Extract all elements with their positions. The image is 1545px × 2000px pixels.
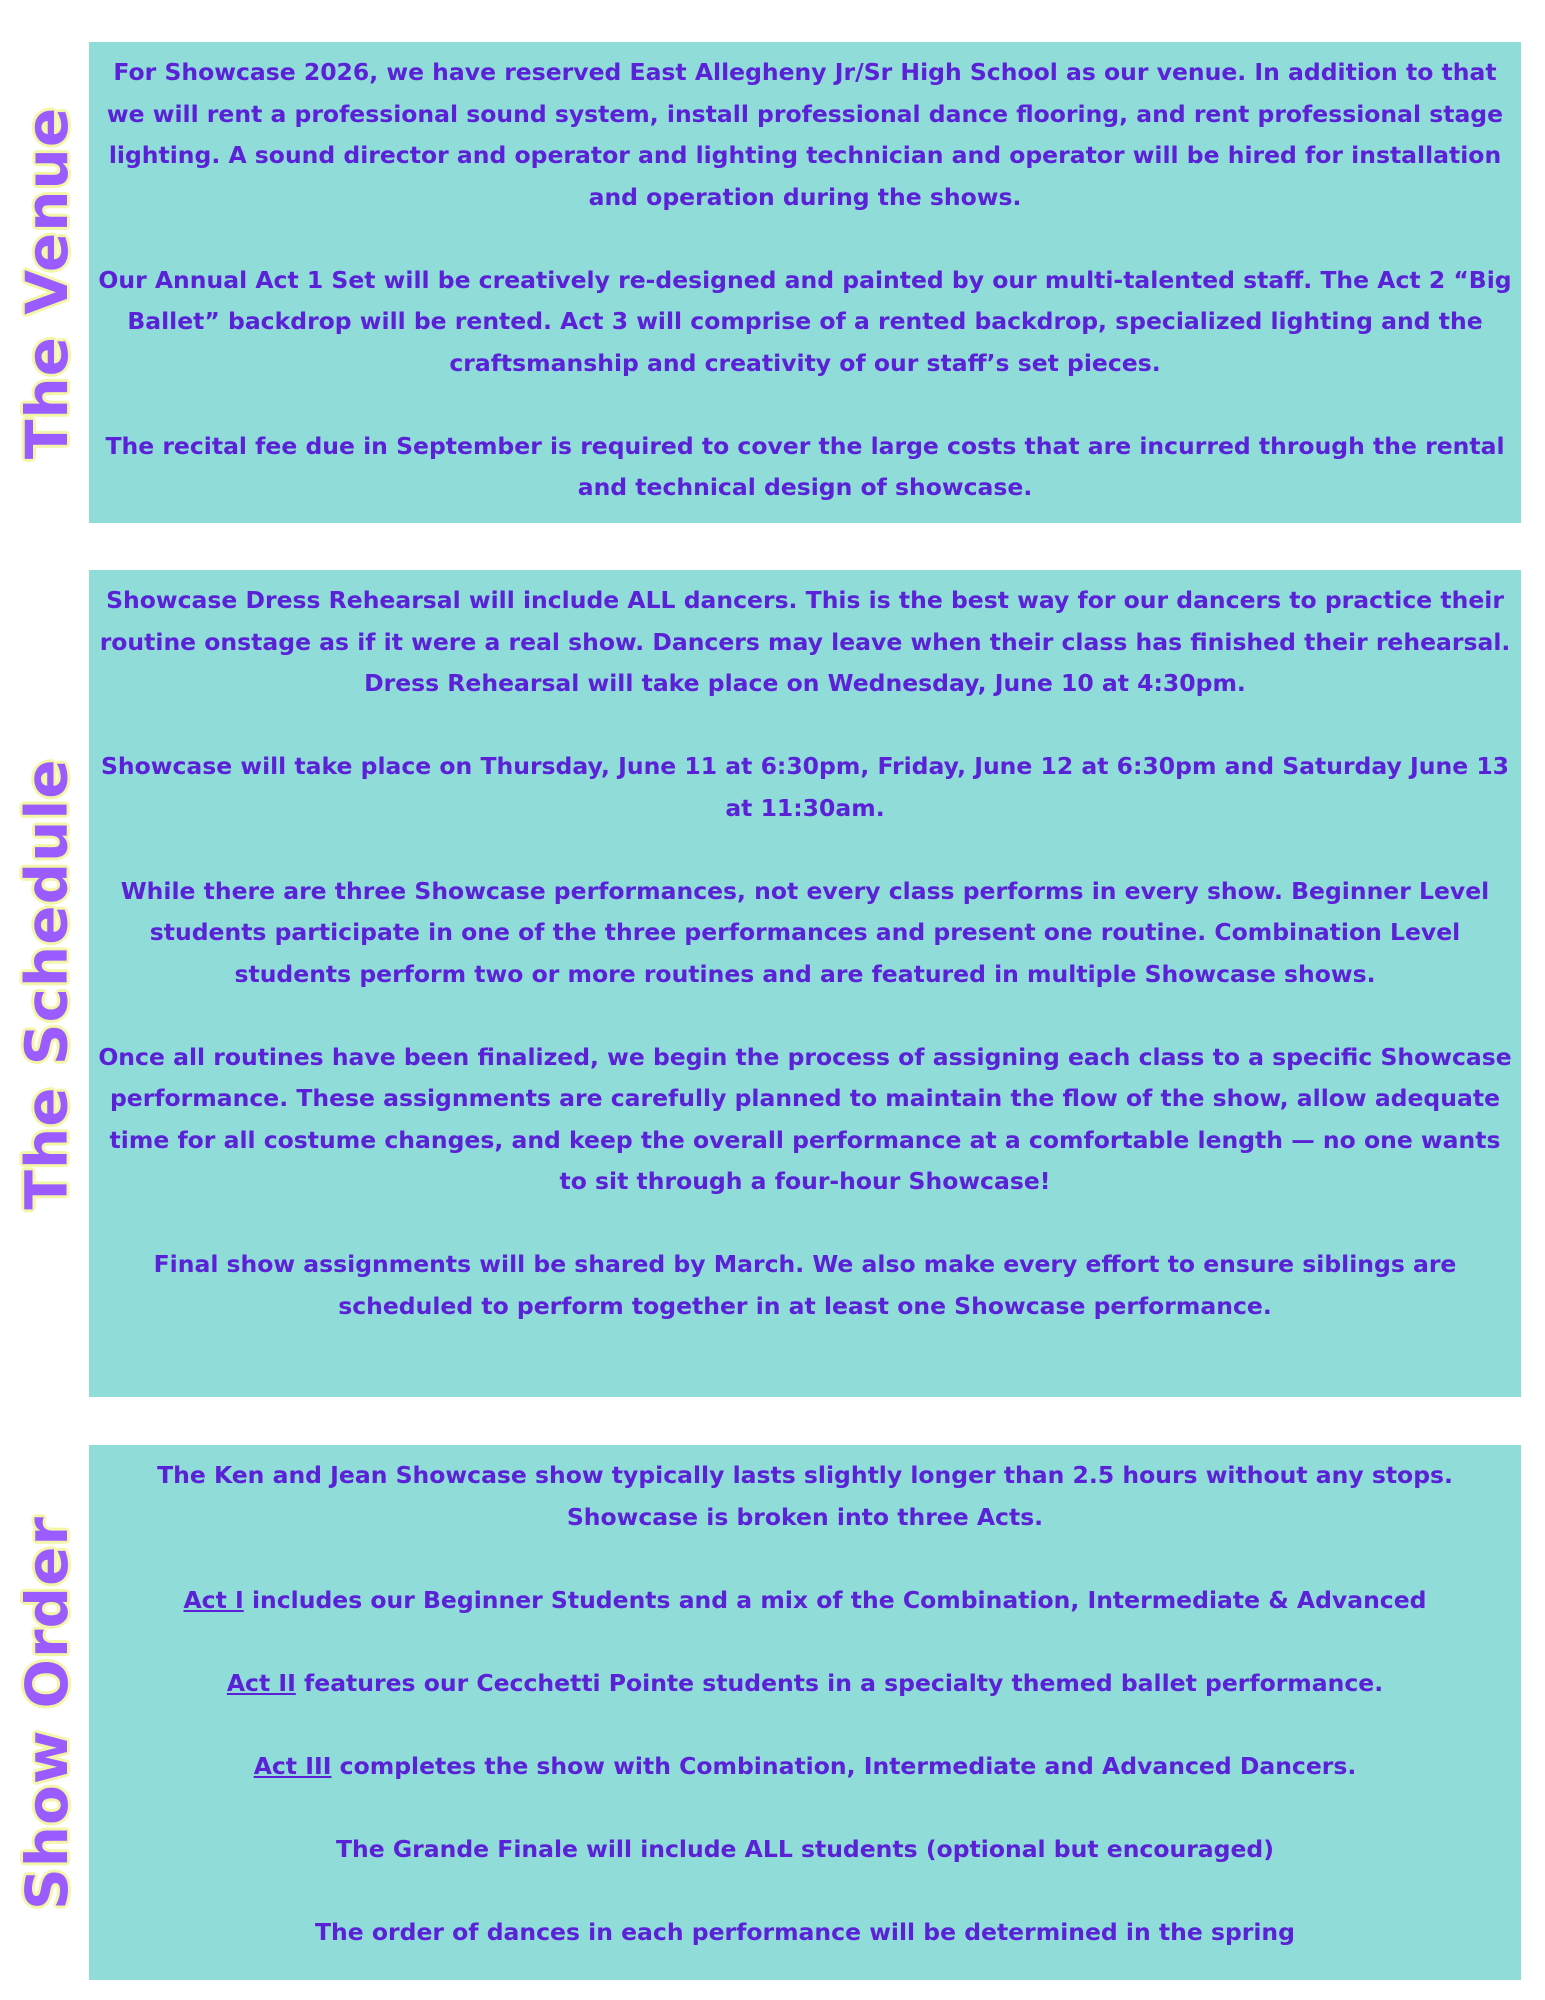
grande-finale-line: The Grande Finale will include ALL students (optional but encouraged) <box>336 1834 1274 1863</box>
act-1-text: includes our Beginner Students and a mix of the Combination, Intermediate & Advanced <box>243 1585 1427 1614</box>
venue-heading <box>8 42 86 523</box>
schedule-paragraph-1: Showcase Dress Rehearsal will include ALL dancers. This is the best way for our dancers to practice their routine onstage as if it were a real show. Dancers may leave when their class has finished their rehearsal. <box>99 586 1511 656</box>
act-1-label: Act I <box>183 1585 244 1614</box>
act-2-text: features our Cecchetti Pointe students in a specialty themed ballet performance. <box>295 1668 1384 1697</box>
act-3-line <box>97 1746 1513 1788</box>
act-2-label: Act II <box>226 1668 296 1697</box>
show-order-heading <box>8 1445 86 1980</box>
show-order-paragraph-1: The Ken and Jean Showcase show typically lasts slightly longer than 2.5 hours without any stops. Showcase is broken into three Acts. <box>157 1461 1453 1531</box>
venue-paragraph-1: For Showcase 2026, we have reserved East Allegheny Jr/Sr High School as our venue. In addition to that we will rent a professional sound system, install professional dance flooring, and rent professional stage lighting. A sound director and operator and lighting technician and operator will be hired for installation and operation during the shows. <box>106 58 1504 211</box>
schedule-paragraph-3: While there are three Showcase performances, not every class performs in every show. Beginner Level students participate in one of the three performances and present one routine. Combination Level students perform two or more routines and are featured in multiple Showcase shows. <box>120 876 1490 988</box>
schedule-dress-rehearsal-date: Dress Rehearsal will take place on Wednesday, June 10 at 4:30pm. <box>364 669 1246 697</box>
venue-box <box>89 42 1521 523</box>
act-3-label: Act III <box>253 1751 332 1780</box>
schedule-heading <box>8 570 86 1397</box>
act-2-line <box>97 1663 1513 1705</box>
schedule-heading-text: The Schedule <box>13 757 82 1210</box>
venue-heading-text: The Venue <box>13 106 82 459</box>
schedule-box <box>89 570 1521 1397</box>
act-1-line <box>97 1580 1513 1622</box>
schedule-paragraph-5: Final show assignments will be shared by March. We also make every effort to ensure siblings are scheduled to perform together in at least one Showcase performance. <box>153 1250 1457 1320</box>
act-3-text: completes the show with Combination, Intermediate and Advanced Dancers. <box>331 1751 1357 1780</box>
show-order-box <box>89 1445 1521 1980</box>
venue-paragraph-3: The recital fee due in September is required to cover the large costs that are incurred through the rental and technical design of showcase. <box>105 431 1505 501</box>
schedule-paragraph-4: Once all routines have been finalized, we begin the process of assigning each class to a specific Showcase performance. These assignments are carefully planned to maintain the flow of the show, allow adequate time for all costume changes, and keep the overall performance at a comfortable length — no one wants to sit through a four-hour Showcase! <box>98 1042 1512 1195</box>
schedule-paragraph-2: Showcase will take place on Thursday, June 11 at 6:30pm, Friday, June 12 at 6:30pm and Saturday June 13 at 11:30am. <box>100 752 1510 822</box>
venue-paragraph-2: Our Annual Act 1 Set will be creatively re-designed and painted by our multi-talented staff. The Act 2 “Big Ballet” backdrop will be rented. Act 3 will comprise of a rented backdrop, specialized lighting and the craftsmanship and creativity of our staff’s set pieces. <box>98 265 1512 377</box>
show-order-heading-text: Show Order <box>13 1515 81 1910</box>
dance-order-line: The order of dances in each performance will be determined in the spring <box>315 1917 1295 1946</box>
